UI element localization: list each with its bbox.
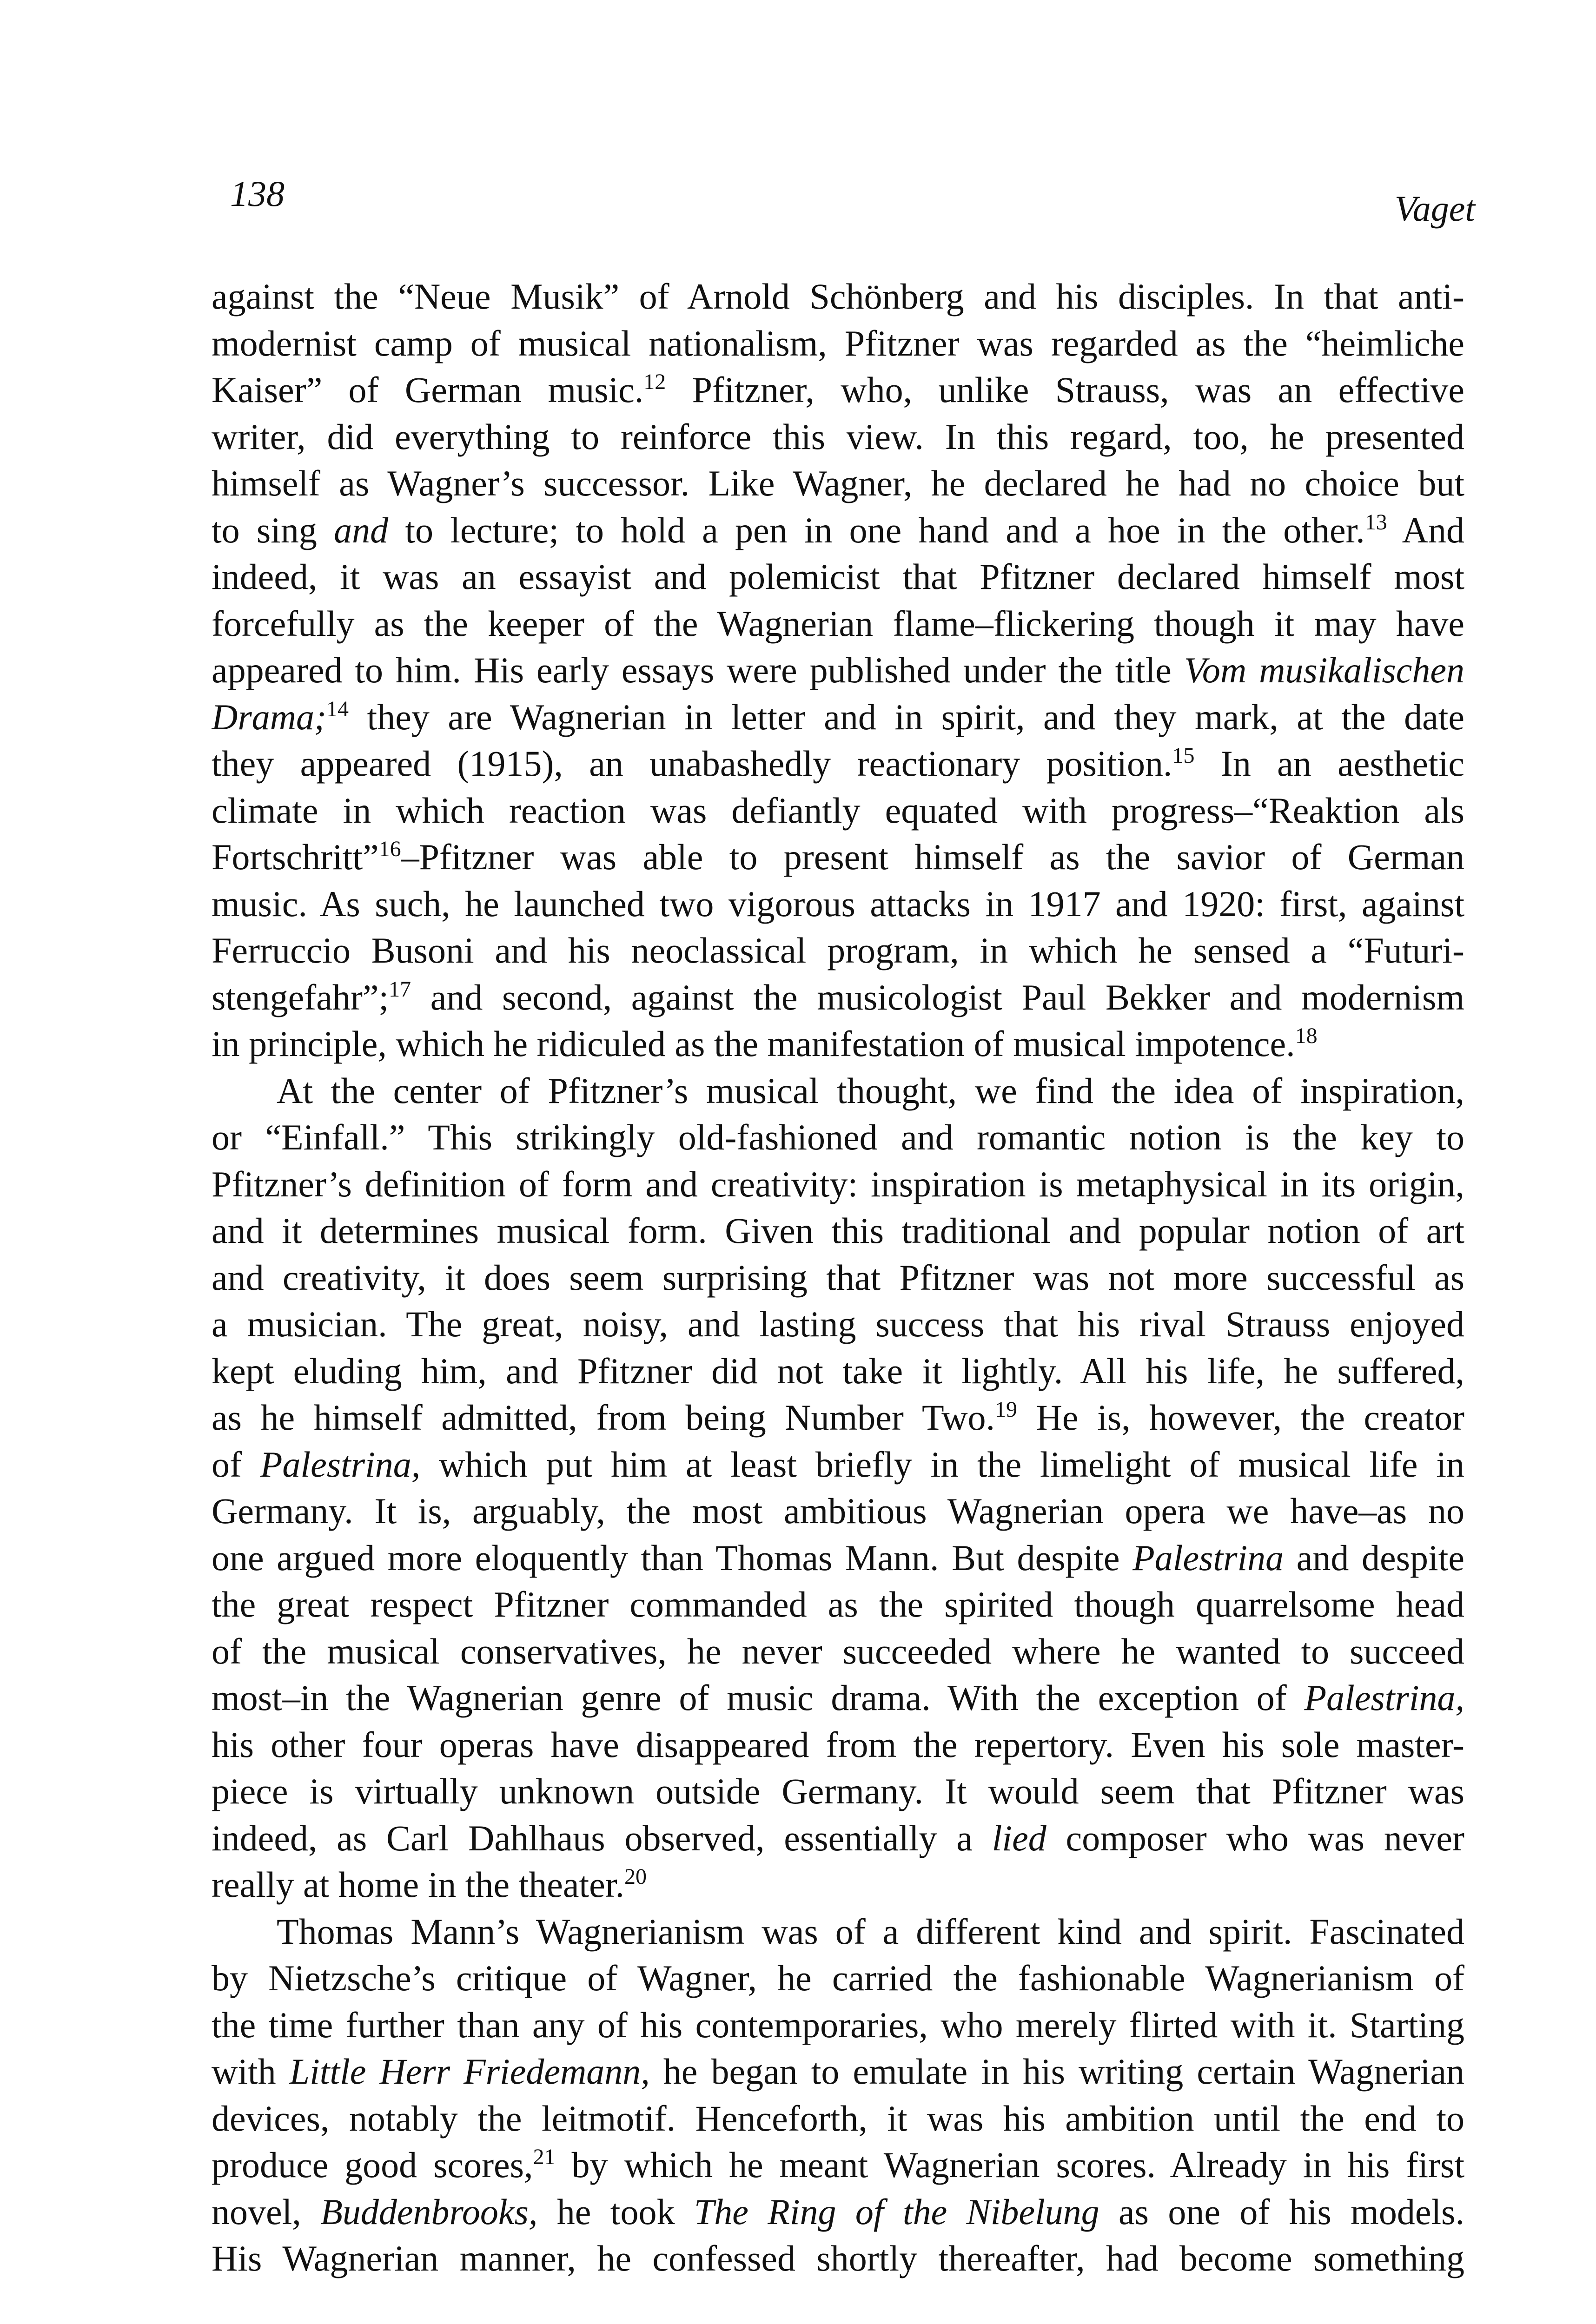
text-line: [212, 2142, 1464, 2189]
text-line: [212, 1301, 1464, 1348]
text-line: [212, 1722, 1464, 1769]
text-run: with: [212, 2051, 290, 2092]
text-run: which put him at least briefly in the limelight of musical life in: [420, 1444, 1464, 1485]
text-run: by which he meant Wagnerian scores. Already in his first: [555, 2145, 1464, 2185]
text-run: His Wagnerian manner, he confessed shortly thereafter, had become something: [212, 2238, 1464, 2278]
footnote-ref: 21: [533, 2145, 556, 2169]
text-line: [212, 2189, 1464, 2236]
footnote-ref: 16: [378, 837, 401, 861]
italic-text: and: [334, 509, 389, 550]
text-line: [212, 1254, 1464, 1301]
text-line: [212, 1068, 1464, 1115]
text-line: [212, 1535, 1464, 1582]
text-run: to sing: [212, 509, 334, 550]
text-run: in principle, which he ridiculed as the manifestation of musical impotence.: [212, 1023, 1295, 1064]
paragraph: [212, 273, 1464, 1068]
text-run: by Nietzsche’s critique of Wagner, he carried the fashionable Wagnerianism of: [212, 1958, 1464, 1998]
text-run: most–in the Wagnerian genre of music drama. With the exception of: [212, 1677, 1305, 1718]
text-line: [212, 1208, 1464, 1254]
text-run: really at home in the theater.: [212, 1864, 624, 1905]
footnote-ref: 13: [1364, 509, 1387, 535]
text-line: [212, 1955, 1464, 2002]
text-line: [212, 460, 1464, 507]
text-run: a musician. The great, noisy, and lasting success that his rival Strauss enjoyed: [212, 1304, 1464, 1344]
text-run: and despite: [1284, 1537, 1464, 1578]
text-run: and creativity, it does seem surprising that Pfitzner was not more successful as: [212, 1257, 1464, 1298]
text-run: appeared to him. His early essays were published under the title: [212, 650, 1184, 690]
text-line: [212, 881, 1464, 928]
text-run: his other four operas have disappeared from the repertory. Even his sole master-: [212, 1724, 1464, 1765]
text-run: against the “Neue Musik” of Arnold Schönberg and his disciples. In that anti-: [212, 276, 1464, 317]
running-head: Vaget: [1394, 188, 1475, 229]
text-line: [212, 1628, 1464, 1675]
text-line: [212, 1768, 1464, 1815]
text-run: of the musical conservatives, he never succeeded where he wanted to succeed: [212, 1631, 1464, 1671]
footnote-ref: 17: [389, 977, 411, 1002]
italic-text: Palestrina,: [1304, 1677, 1464, 1718]
text-run: they are Wagnerian in letter and in spirit, and they mark, at the date: [349, 696, 1464, 737]
text-run: indeed, it was an essayist and polemicist that Pfitzner declared himself most: [212, 556, 1464, 597]
text-line: [212, 2002, 1464, 2049]
text-line: [212, 740, 1464, 787]
italic-text: The Ring of the Nibelung: [694, 2191, 1099, 2232]
text-line: [212, 927, 1464, 974]
text-line: [212, 601, 1464, 647]
italic-text: Little Herr Friedemann,: [289, 2051, 650, 2092]
text-run: Ferruccio Busoni and his neoclassical program, in which he sensed a “Futuri-: [212, 930, 1464, 971]
text-line: [212, 507, 1464, 554]
footnote-ref: 15: [1172, 743, 1195, 768]
text-run: he began to emulate in his writing certain Wagnerian: [649, 2051, 1464, 2092]
text-run: Kaiser” of German music.: [212, 370, 644, 410]
footnote-ref: 18: [1295, 1023, 1318, 1048]
text-run: –Pfitzner was able to present himself as the savior of German: [401, 837, 1464, 877]
text-line: [212, 1488, 1464, 1535]
text-run: the time further than any of his contemporaries, who merely flirted with it. Starting: [212, 2004, 1464, 2045]
text-line: [212, 320, 1464, 367]
text-line: [212, 834, 1464, 881]
italic-text: lied: [992, 1817, 1046, 1858]
footnote-ref: 20: [624, 1864, 647, 1889]
text-line: [212, 1908, 1464, 1955]
text-line: [212, 2095, 1464, 2142]
text-run: one argued more eloquently than Thomas Mann. But despite: [212, 1537, 1133, 1578]
italic-text: Palestrina,: [260, 1444, 421, 1485]
text-run: himself as Wagner’s successor. Like Wagner, he declared he had no choice but: [212, 463, 1464, 503]
text-run: devices, notably the leitmotif. Henceforth, it was his ambition until the end to: [212, 2098, 1464, 2139]
text-run: he took: [537, 2191, 694, 2232]
text-run: stengefahr”;: [212, 977, 389, 1017]
italic-text: Drama;: [212, 696, 326, 737]
text-line: [212, 1348, 1464, 1395]
text-run: climate in which reaction was defiantly equated with progress–“Reaktion als: [212, 790, 1464, 831]
text-run: to lecture; to hold a pen in one hand and a hoe in the other.: [388, 509, 1365, 550]
text-run: Germany. It is, arguably, the most ambitious Wagnerian opera we have–as no: [212, 1491, 1464, 1531]
text-run: and it determines musical form. Given this traditional and popular notion of art: [212, 1210, 1464, 1251]
italic-text: Palestrina: [1132, 1537, 1284, 1578]
text-run: piece is virtually unknown outside Germany. It would seem that Pfitzner was: [212, 1771, 1464, 1811]
paragraph: [212, 1908, 1464, 2282]
text-run: He is, however, the creator: [1017, 1397, 1464, 1438]
text-line: [212, 1862, 1464, 1908]
text-line: [212, 1161, 1464, 1208]
text-run: indeed, as Carl Dahlhaus observed, essentially a: [212, 1817, 992, 1858]
text-run: as one of his models.: [1099, 2191, 1464, 2232]
text-line: [212, 273, 1464, 320]
text-line: [212, 1114, 1464, 1161]
text-run: forcefully as the keeper of the Wagnerian flame–flickering though it may have: [212, 603, 1464, 644]
footnote-ref: 14: [326, 696, 349, 721]
text-run: of: [212, 1444, 260, 1485]
text-line: [212, 1394, 1464, 1441]
text-run: or “Einfall.” This strikingly old-fashioned and romantic notion is the key to: [212, 1117, 1464, 1157]
text-run: writer, did everything to reinforce this view. In this regard, too, he presented: [212, 416, 1464, 457]
text-run: In an aesthetic: [1194, 743, 1464, 784]
text-line: [212, 1021, 1464, 1068]
footnote-ref: 19: [995, 1397, 1018, 1422]
text-line: [212, 694, 1464, 741]
text-run: And: [1387, 509, 1464, 550]
text-line: [212, 414, 1464, 461]
text-run: At the center of Pfitzner’s musical thought, we find the idea of inspiration,: [277, 1070, 1464, 1111]
italic-text: Vom musikalischen: [1184, 650, 1464, 690]
text-line: [212, 647, 1464, 694]
text-line: [212, 367, 1464, 414]
text-run: modernist camp of musical nationalism, Pfitzner was regarded as the “heimliche: [212, 323, 1464, 363]
text-run: produce good scores,: [212, 2145, 533, 2185]
paragraph: [212, 1068, 1464, 1908]
text-line: [212, 2235, 1464, 2282]
text-line: [212, 2048, 1464, 2095]
text-run: novel,: [212, 2191, 321, 2232]
body-text: [212, 273, 1464, 2282]
text-run: Pfitzner’s definition of form and creativity: inspiration is metaphysical in its origin,: [212, 1163, 1464, 1204]
text-line: [212, 787, 1464, 834]
text-line: [212, 1441, 1464, 1488]
text-run: they appeared (1915), an unabashedly reactionary position.: [212, 743, 1172, 784]
text-line: [212, 1675, 1464, 1722]
text-line: [212, 1581, 1464, 1628]
text-line: [212, 1815, 1464, 1862]
text-run: as he himself admitted, from being Number Two.: [212, 1397, 995, 1438]
text-line: [212, 974, 1464, 1021]
text-run: the great respect Pfitzner commanded as the spirited though quarrelsome head: [212, 1584, 1464, 1624]
text-line: [212, 554, 1464, 601]
italic-text: Buddenbrooks,: [320, 2191, 538, 2232]
text-run: Fortschritt”: [212, 837, 379, 877]
footnote-ref: 12: [643, 370, 666, 394]
text-run: music. As such, he launched two vigorous attacks in 1917 and 1920: first, against: [212, 883, 1464, 924]
text-run: kept eluding him, and Pfitzner did not take it lightly. All his life, he suffered,: [212, 1350, 1464, 1391]
text-run: Pfitzner, who, unlike Strauss, was an effective: [666, 370, 1464, 410]
text-run: Thomas Mann’s Wagnerianism was of a different kind and spirit. Fascinated: [277, 1911, 1464, 1952]
text-run: and second, against the musicologist Paul Bekker and modernism: [411, 977, 1464, 1017]
text-run: composer who was never: [1046, 1817, 1464, 1858]
page-number: 138: [230, 173, 285, 214]
